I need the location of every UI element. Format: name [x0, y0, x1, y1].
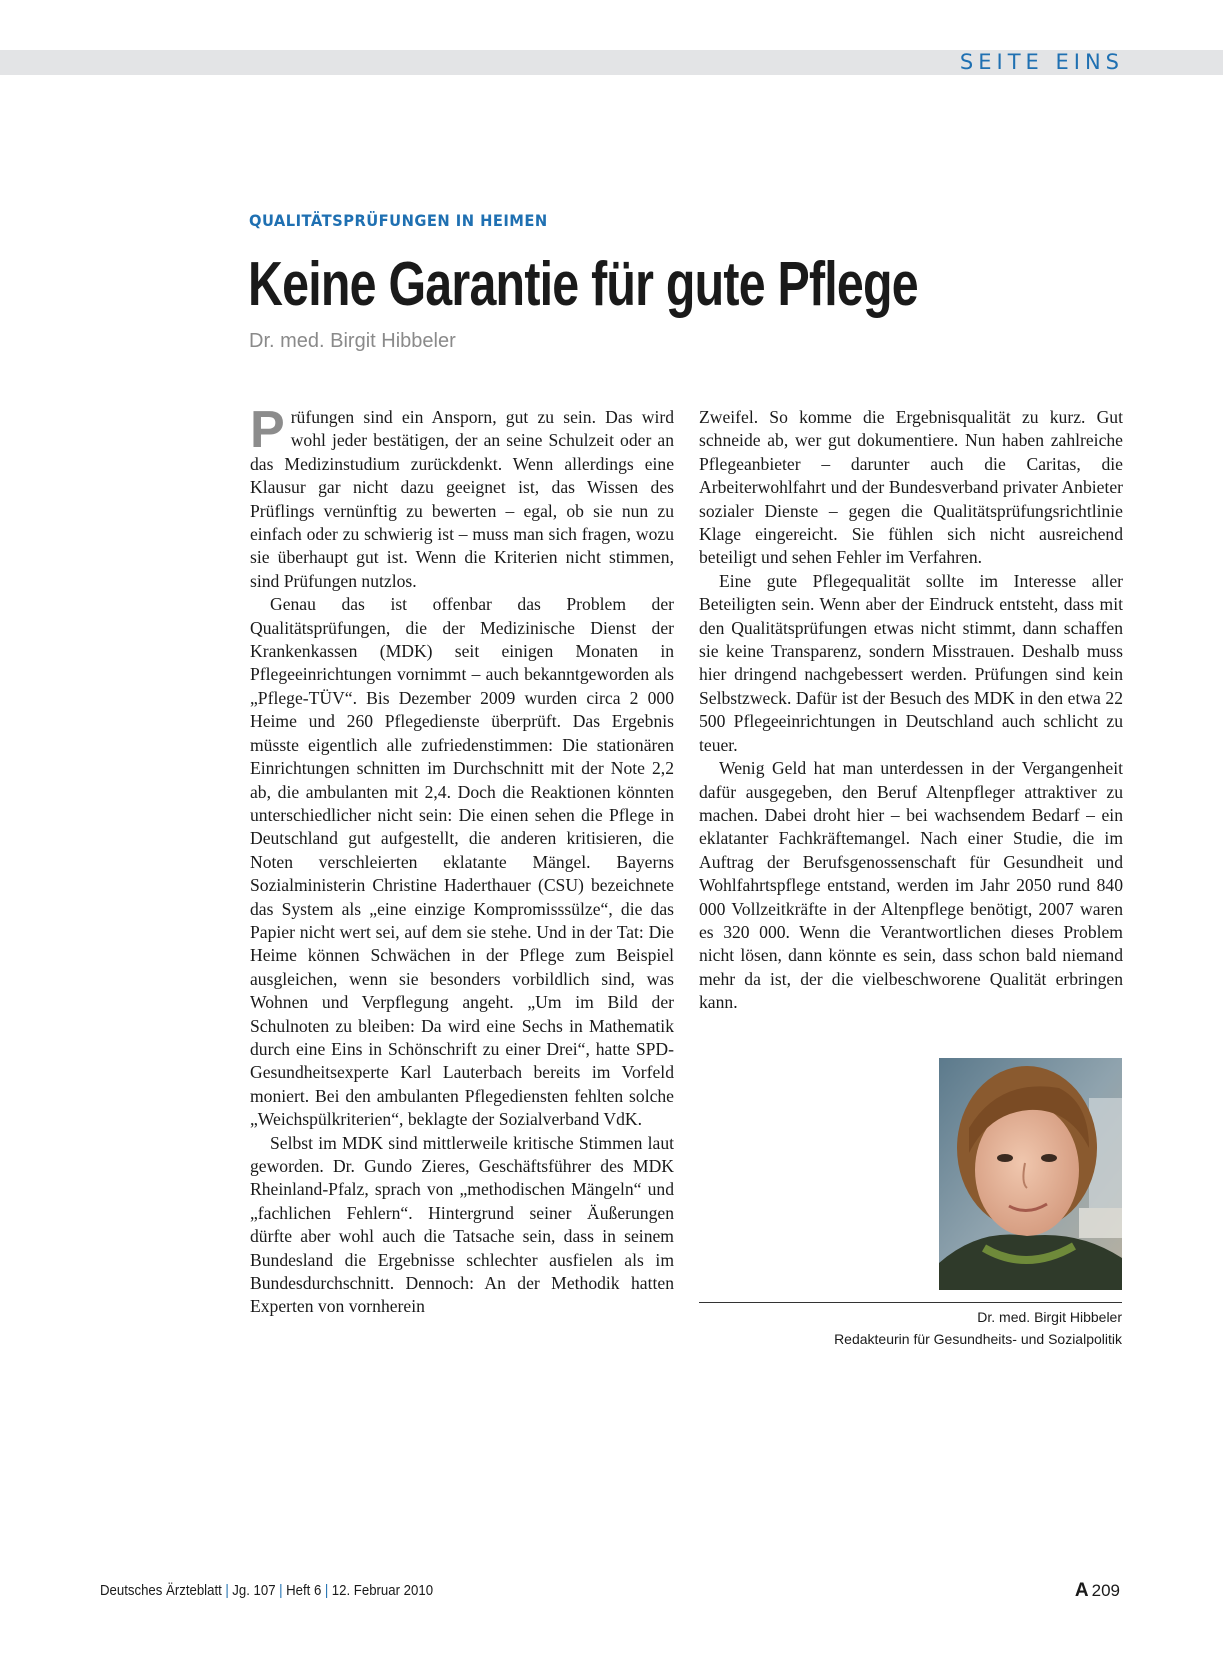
article-kicker: QUALITÄTSPRÜFUNGEN IN HEIMEN — [249, 211, 548, 230]
footer-publication: Deutsches Ärzteblatt — [100, 1582, 222, 1599]
article-column-left — [250, 401, 674, 1319]
article-paragraph-3: Selbst im MDK sind mittlerweile kritische Stimmen laut geworden. Dr. Gundo Zieres, Geschäftsführer des MDK Rheinland-Pfalz, sprach von „methodischen Mängeln“ und „fachlichen Fehlern“. Hintergrund seiner Äußerungen dürfte aber wohl auch die Tatsache sein, dass in seinem Bundesland die Ergebnisse schlechter ausfielen als im Bundesdurchschnitt. Dennoch: An der Methodik hatten Experten von vornherein — [250, 1132, 674, 1317]
footer-separator: | — [279, 1582, 283, 1599]
portrait-illustration — [939, 1058, 1122, 1290]
footer-publication-info — [100, 1582, 433, 1599]
article-paragraph-2: Genau das ist offenbar das Problem der Qualitätsprüfungen, die der Medizinische Dienst der Krankenkassen (MDK) seit einigen Monaten in Pflegeeinrichtungen vornimmt – auch bekanntgeworden als „Pflege-TÜV“. Bis Dezember 2009 wurden circa 2 000 Heime und 260 Pflegedienste überprüft. Das Ergebnis müsste eigentlich alle zufriedenstimmen: Die stationären Einrichtungen schnitten im Durchschnitt mit der Note 2,2 ab, die ambulanten mit 2,4. Doch die Reaktionen könnten unterschiedlicher nicht sein: Die einen sehen die Pflege in Deutschland gut aufgestellt, die anderen kritisieren, die Noten verschleierten eklatante Mängel. Bayerns Sozialministerin Christine Haderthauer (CSU) bezeichnete das System als „eine einzige Kompromisssülze“, die das Papier nicht wert sei, auf dem sie stehe. Und in der Tat: Die Heime können Schwächen in der Pflege zum Beispiel ausgleichen, wenn sie besonders vorbildlich sind, was Wohnen und Verpflegung angeht. „Um im Bild der Schulnoten zu bleiben: Da wird eine Sechs in Mathematik durch eine Eins in Schönschrift zu einer Drei“, hatte SPD-Gesundheitsexperte Karl Lauterbach bereits im Vorfeld moniert. Bei den ambulanten Pflegediensten fehlten solche „Weichspülkriterien“, beklagte der Sozialverband VdK. — [250, 594, 674, 1130]
article-paragraph-1 — [250, 401, 674, 593]
caption-name: Dr. med. Birgit Hibbeler — [977, 1309, 1122, 1325]
caption-role: Redakteurin für Gesundheits- und Sozialpolitik — [834, 1331, 1122, 1347]
article-paragraph-4: Zweifel. So komme die Ergebnisqualität zu kurz. Gut schneide ab, wer gut dokumentiere. Nun haben zahlreiche Pflegeanbieter – darunter auch die Caritas, die Arbeiterwohlfahrt und der Bundesverband privater Anbieter sozialer Dienste – gegen die Qualitätsprüfungsrichtlinie Klage eingereicht. Sie fühlen sich nicht ausreichend beteiligt und sehen Fehler im Verfahren. — [699, 407, 1123, 568]
photo-caption — [834, 1306, 1122, 1350]
drop-cap: P — [250, 401, 285, 459]
footer-page-number — [1075, 1580, 1120, 1602]
footer-issue: Heft 6 — [286, 1582, 322, 1599]
paragraph-text: rüfungen sind ein Ansporn, gut zu sein. Das wird wohl jeder bestätigen, der an seine Schulzeit oder an das Medizinstudium zurückdenkt. Wenn allerdings eine Klausur gar nicht dazu geeignet ist, das Wissen des Prüflings vernünftig zu bewerten – egal, ob sie nun zu einfach oder zu schwierig ist – muss man sich fragen, wozu sie überhaupt gut ist. Wenn die Kriterien nicht stimmen, sind Prüfungen nutzlos. — [250, 407, 674, 591]
article-paragraph-5: Eine gute Pflegequalität sollte im Interesse aller Beteiligten sein. Wenn aber der Eindruck entsteht, dass mit den Qualitätsprüfungen etwas nicht stimmt, dann schaffen sie keine Transparenz, sondern Misstrauen. Deshalb muss hier dringend nachgebessert werden. Prüfungen sind kein Selbstzweck. Dafür ist der Besuch des MDK in den etwa 22 500 Pflegeeinrichtungen in Deutschland auch schlicht zu teuer. — [699, 570, 1123, 755]
article-byline: Dr. med. Birgit Hibbeler — [249, 330, 456, 352]
article-column-right — [699, 406, 1123, 1015]
footer-volume: Jg. 107 — [232, 1582, 276, 1599]
article-paragraph-6: Wenig Geld hat man unterdessen in der Vergangenheit dafür ausgegeben, den Beruf Altenpfleger attraktiver zu machen. Dabei droht hier – bei wachsendem Bedarf – ein eklatanter Fachkräftemangel. Nach einer Studie, die im Auftrag der Berufsgenossenschaft für Gesundheit und Wohlfahrtspflege entstand, werden im Jahr 2050 rund 840 000 Vollzeitkräfte in der Altenpflege benötigt, 2007 waren es 320 000. Wenn die Verantwortlichen dieses Problem nicht lösen, dann könnte es sein, dass schon bald niemand mehr da ist, der die vielbeschworene Qualität erbringen kann. — [699, 758, 1123, 1013]
page-number: 209 — [1091, 1581, 1120, 1600]
author-portrait-photo — [939, 1058, 1122, 1290]
article-headline: Keine Garantie für gute Pflege — [248, 250, 918, 319]
footer-separator: | — [225, 1582, 229, 1599]
caption-divider — [699, 1302, 1122, 1303]
footer-separator: | — [324, 1582, 329, 1599]
section-label: SEITE EINS — [959, 50, 1124, 74]
page-prefix: A — [1074, 1580, 1089, 1601]
footer-date: 12. Februar 2010 — [331, 1582, 434, 1599]
